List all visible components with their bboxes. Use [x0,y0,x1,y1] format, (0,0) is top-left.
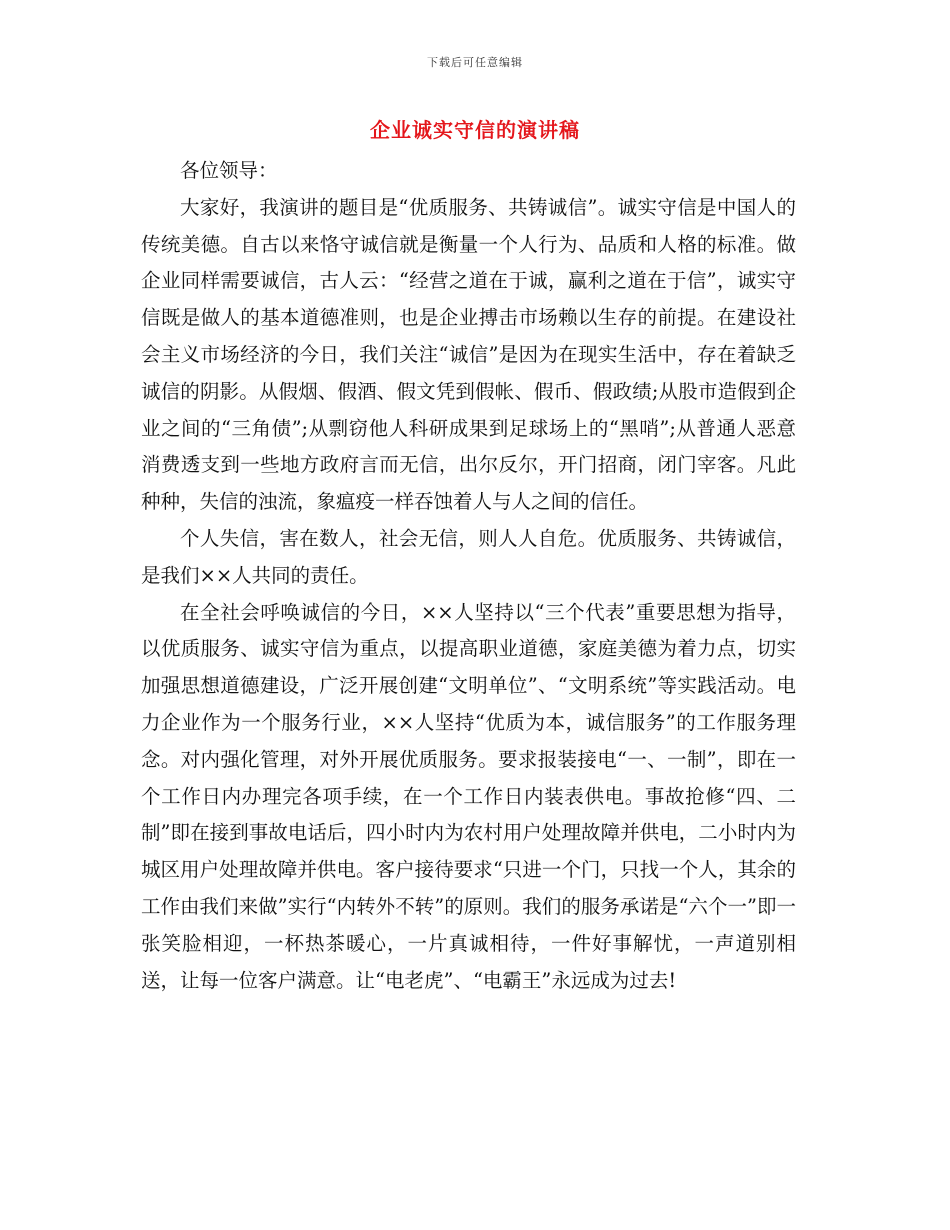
paragraph-2: 个人失信，害在数人，社会无信，则人人自危。优质服务、共铸诚信，是我们××人共同的责任。 [141,526,796,587]
header-note: 下载后可任意编辑 [427,56,523,69]
document-body [141,153,796,999]
paragraph-1: 大家好，我演讲的题目是“优质服务、共铸诚信”。诚实守信是中国人的传统美德。自古以来恪守诚信就是衡量一个人行为、品质和人格的标准。做企业同样需要诚信，古人云：“经营之道在于诚，赢利之道在于信”，诚实守信既是做人的基本道德准则，也是企业搏击市场赖以生存的前提。在建设社会主义市场经济的今日，我们关注“诚信”是因为在现实生活中，存在着缺乏诚信的阴影。从假烟、假酒、假文凭到假帐、假币、假政绩;从股市造假到企业之间的“三角债”;从剽窃他人科研成果到足球场上的“黑哨”;从普通人恶意消费透支到一些地方政府言而无信，出尔反尔，开门招商，闭门宰客。凡此种种，失信的浊流，象瘟疫一样吞蚀着人与人之间的信任。 [141,195,796,514]
document-title: 企业诚实守信的演讲稿 [370,118,580,142]
salutation: 各位领导： [180,159,278,182]
paragraph-3: 在全社会呼唤诚信的今日，××人坚持以“三个代表”重要思想为指导，以优质服务、诚实守信为重点，以提高职业道德，家庭美德为着力点，切实加强思想道德建设，广泛开展创建“文明单位”、“文明系统”等实践活动。电力企业作为一个服务行业，××人坚持“优质为本，诚信服务”的工作服务理念。对内强化管理，对外开展优质服务。要求报装接电“一、一制”，即在一个工作日内办理完各项手续，在一个工作日内装表供电。事故抢修“四、二制”即在接到事故电话后，四小时内为农村用户处理故障并供电，二小时内为城区用户处理故障并供电。客户接待要求“只进一个门，只找一个人，其余的工作由我们来做”实行“内转外不转”的原则。我们的服务承诺是“六个一”即一张笑脸相迎，一杯热茶暖心，一片真诚相待，一件好事解忧，一声道别相送，让每一位客户满意。让“电老虎”、“电霸王”永远成为过去! [141,600,796,992]
